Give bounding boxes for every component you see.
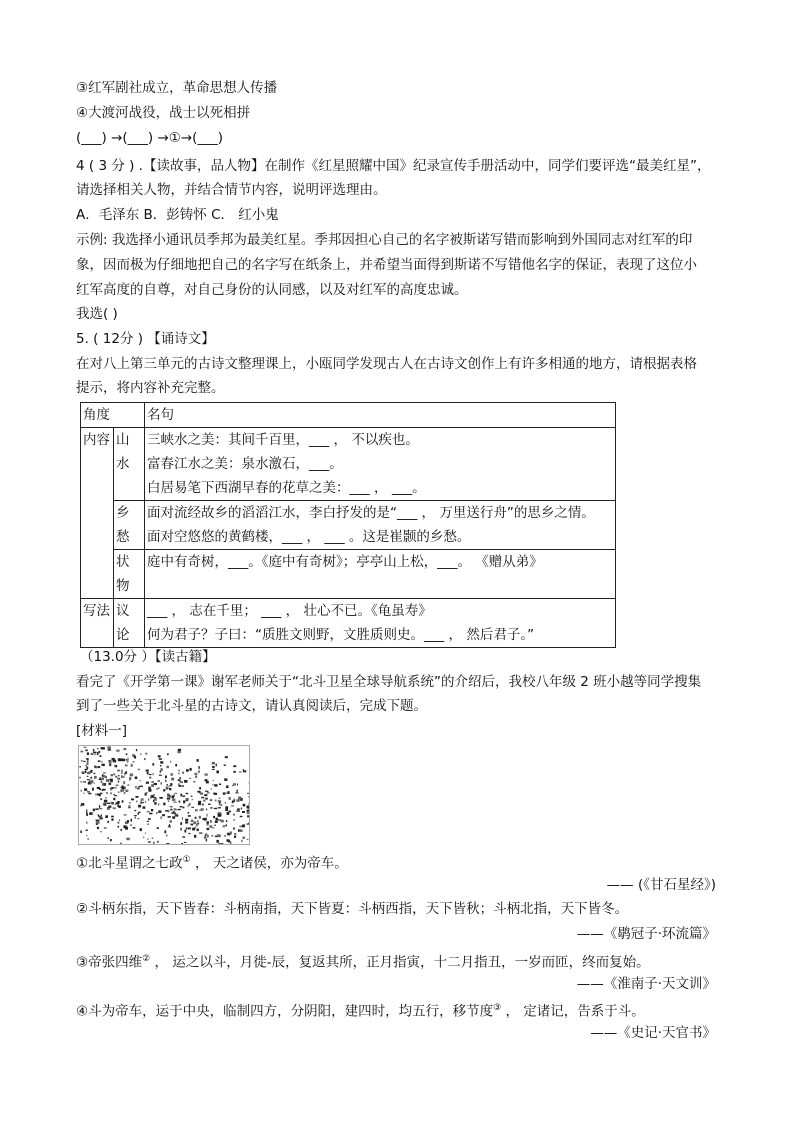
landscape-line-3[interactable]: 白居易笔下西湖早春的花草之美：___ ， ___。: [147, 480, 426, 496]
q4-prompt: 请选择相关人物，并结合情节内容，说明评选理由。: [76, 182, 387, 198]
footnote-marker-3: ③: [493, 1003, 502, 1013]
q4-example-line-2: 象，因而极为仔细地把自己的名字写在纸条上，并希望当面得到斯诺不写错他名字的保证，表现了这位小: [76, 257, 697, 273]
option-3-text: ③红军剧社成立，革命思想人传播: [76, 80, 278, 96]
q4-heading: 4 ( 3 分 ) .【读故事，品人物】在制作《红星照耀中国》纪录宣传手册活动中，同学们要评选“最美红星”，: [76, 158, 711, 174]
order-answer-blanks[interactable]: (___) →(___) →①→(___): [76, 130, 223, 146]
q4-answer-choice[interactable]: 我选( ): [76, 306, 118, 322]
passage-1: [76, 850, 348, 874]
q4-example-line-3: 红军高度的自尊，对自己身份的认同感，以及对红军的高度忠诚。: [76, 282, 468, 298]
q4-example-line-1: 示例: 我选择小通讯员季邦为最美红星。季邦因担心自己的名字被斯诺写错而影响到外国同志对红军的印: [76, 232, 693, 248]
group-method: 写法: [81, 599, 114, 648]
table-row-nostalgia: [81, 501, 616, 550]
passage-4-text-a: ④斗为帝车，运于中央，临制四方，分阴阳，建四时，均五行，移节度: [76, 1003, 494, 1020]
passage-3-source: ——《淮南子·天文训》: [576, 976, 716, 992]
star-map-image: [78, 745, 250, 845]
q6-heading: （13.0分 ）【读古籍】: [80, 649, 216, 665]
header-quote: 名句: [145, 403, 616, 428]
passage-2-source: ——《鹖冠子·环流篇》: [576, 926, 716, 942]
passage-3: [76, 949, 650, 973]
q6-intro-line-2: 到了一些关于北斗星的古诗文，请认真阅读后，完成下题。: [76, 698, 427, 714]
passage-4-source: ——《史记·天官书》: [590, 1025, 716, 1041]
passage-1-text-a: ①北斗星谓之七政: [76, 855, 183, 872]
object-line-1[interactable]: 庭中有奇树，___。《庭中有奇树》；亭亭山上松，___。 《赠从弟》: [147, 554, 543, 570]
argument-quotes[interactable]: [145, 599, 616, 648]
table-header-row: [81, 403, 616, 428]
sub-argument: 议论: [114, 599, 145, 648]
landscape-line-1[interactable]: 三峡水之美：其间千百里，___ ， 不以疾也。: [147, 432, 419, 448]
material-one-label: [材料一]: [76, 723, 128, 739]
option-4-text: ④大渡河战役，战士以死相拼: [76, 105, 251, 121]
nostalgia-quotes[interactable]: [145, 501, 616, 550]
landscape-line-2[interactable]: 富春江水之美：泉水激石，___。: [147, 456, 343, 472]
footnote-marker-1: ①: [182, 855, 191, 865]
passage-4: [76, 998, 645, 1022]
nostalgia-line-2[interactable]: 面对空悠悠的黄鹤楼，___ ， ___ 。这是崔颢的乡愁。: [147, 529, 471, 545]
landscape-quotes[interactable]: [145, 428, 616, 501]
sub-landscape: 山水: [114, 428, 145, 501]
q5-heading: 5. ( 12分 ) 【诵诗文】: [76, 331, 215, 347]
table-row-landscape: [81, 428, 616, 501]
q4-options: A．毛泽东 B．彭铸怀 C． 红小鬼: [76, 207, 279, 223]
argument-line-1[interactable]: ___ ， 志在千里； ___ ， 壮心不已。《龟虽寿》: [147, 603, 432, 619]
passage-3-text-a: ③帝张四维: [76, 954, 143, 971]
passage-1-source: —— (《甘石星经》): [606, 877, 716, 893]
passage-2: [76, 899, 628, 919]
footnote-marker-2: ②: [142, 954, 151, 964]
q5-intro-line-2: 提示，将内容补充完整。: [76, 380, 225, 396]
header-angle: 角度: [81, 403, 145, 428]
passage-1-text-b: ， 天之诸侯，亦为帝车。: [190, 855, 348, 872]
object-quotes[interactable]: [145, 550, 616, 599]
nostalgia-line-1[interactable]: 面对流经故乡的滔滔江水，李白抒发的是“___ ， 万里送行舟”的思乡之情。: [147, 505, 595, 521]
table-row-object: [81, 550, 616, 599]
sub-object: 状物: [114, 550, 145, 599]
table-row-argument: [81, 599, 616, 648]
passage-2-text: ②斗柄东指，天下皆春：斗柄南指，天下皆夏：斗柄西指，天下皆秋；斗柄北指，天下皆冬。: [76, 901, 629, 917]
passage-3-text-b: ， 运之以斗，月徙-辰，复返其所，正月指寅，十二月指丑，一岁而匝，终而复始。: [150, 954, 650, 971]
passage-4-text-b: ， 定诸记，告系于斗。: [501, 1003, 645, 1020]
q5-intro-line-1: 在对八上第三单元的古诗文整理课上，小瓯同学发现古人在古诗文创作上有许多相通的地方，请根据表格: [76, 356, 697, 372]
argument-line-2[interactable]: 何为君子？子曰：“质胜文则野，文胜质则史。___ ， 然后君子。”: [147, 627, 535, 643]
q6-intro-line-1: 看完了《开学第一课》谢军老师关于“北斗卫星全球导航系统”的介绍后，我校八年级 2 班小越等同学搜集: [76, 674, 702, 690]
poem-table: [80, 402, 616, 648]
group-content: 内容: [81, 428, 114, 599]
sub-nostalgia: 乡愁: [114, 501, 145, 550]
